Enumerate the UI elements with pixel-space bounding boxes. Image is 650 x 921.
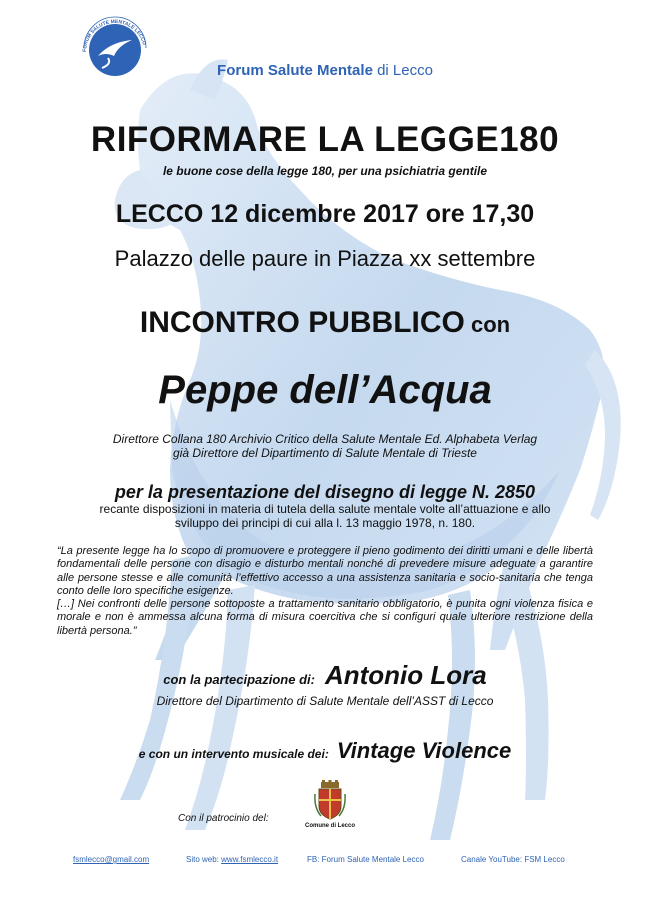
page-subtitle: le buone cose della legge 180, per una psichiatria gentile [162, 164, 488, 178]
participation-line [0, 660, 650, 691]
forum-header [0, 62, 650, 79]
participant-role: Direttore del Dipartimento di Salute Mentale dell’ASST di Lecco [156, 694, 494, 708]
logo-arc-text: FORUM SALUTE MENTALE LECCO [81, 18, 148, 53]
footer-website [186, 855, 278, 864]
meeting-suffix: con [464, 312, 511, 337]
footer-youtube: Canale YouTube: FSM Lecco [461, 855, 565, 864]
meeting-heading [0, 306, 650, 340]
footer [0, 855, 650, 869]
comune-crest-icon [313, 780, 347, 820]
event-venue: Palazzo delle paure in Piazza xx settembre [114, 246, 536, 271]
meeting-main: INCONTRO PUBBLICO [139, 306, 465, 339]
quote-paragraph-1: “La presente legge ha lo scopo di promuovere e proteggere il pieno godimento dei diritti umani e delle libertà fondamentali delle persone con disagio e disturbo mentali nonché di prevedere misure adeguate a garantire alle persone stesse e alle comunità l’effettivo accesso a una assistenza sanitaria e socio-sanitaria che tenga conto delle loro specifiche esigenze. [57, 545, 593, 597]
forum-name-rest: di Lecco [372, 62, 433, 79]
speaker-name: Peppe dell’Acqua [158, 368, 492, 412]
event-date: LECCO 12 dicembre 2017 ore 17,30 [115, 200, 535, 228]
forum-name-bold: Forum Salute Mentale [217, 62, 373, 79]
participation-label: con la partecipazione di: [163, 672, 315, 687]
comune-name: Comune di Lecco [304, 823, 355, 829]
footer-website-link[interactable]: www.fsmlecco.it [221, 855, 279, 864]
page-title: RIFORMARE LA LEGGE180 [90, 120, 560, 159]
band-name: Vintage Violence [336, 738, 512, 763]
music-line [0, 738, 650, 764]
footer-email-link[interactable]: fsmlecco@gmail.com [73, 855, 150, 864]
bill-description: recante disposizioni in materia di tutela della salute mentale volte all’attuazione e allo sviluppo dei principi di cui alla l. 13 maggio 1978, n. 180. [99, 502, 551, 530]
speaker-role-1: Direttore Collana 180 Archivio Critico della Salute Mentale Ed. Alphabeta Verlag [112, 432, 538, 446]
quote-paragraph-2: […] Nei confronti delle persone sottoposte a trattamento sanitario obbligatorio, è punita ogni violenza fisica e morale e non è ammessa alcuna forma di misura coercitiva che si configuri quale ulteriore restrizione della libertà persona.” [57, 598, 593, 637]
patronage-label: Con il patrocinio del: [178, 813, 269, 824]
participant-name: Antonio Lora [324, 660, 487, 690]
footer-facebook: FB: Forum Salute Mentale Lecco [307, 855, 424, 864]
speaker-role-2: già Direttore del Dipartimento di Salute Mentale di Trieste [173, 446, 477, 460]
law-quote [57, 545, 593, 638]
music-label: e con un intervento musicale dei: [138, 747, 329, 761]
presentation-heading: per la presentazione del disegno di legge N. 2850 [114, 482, 536, 502]
footer-web-label: Sito web: [186, 855, 222, 864]
